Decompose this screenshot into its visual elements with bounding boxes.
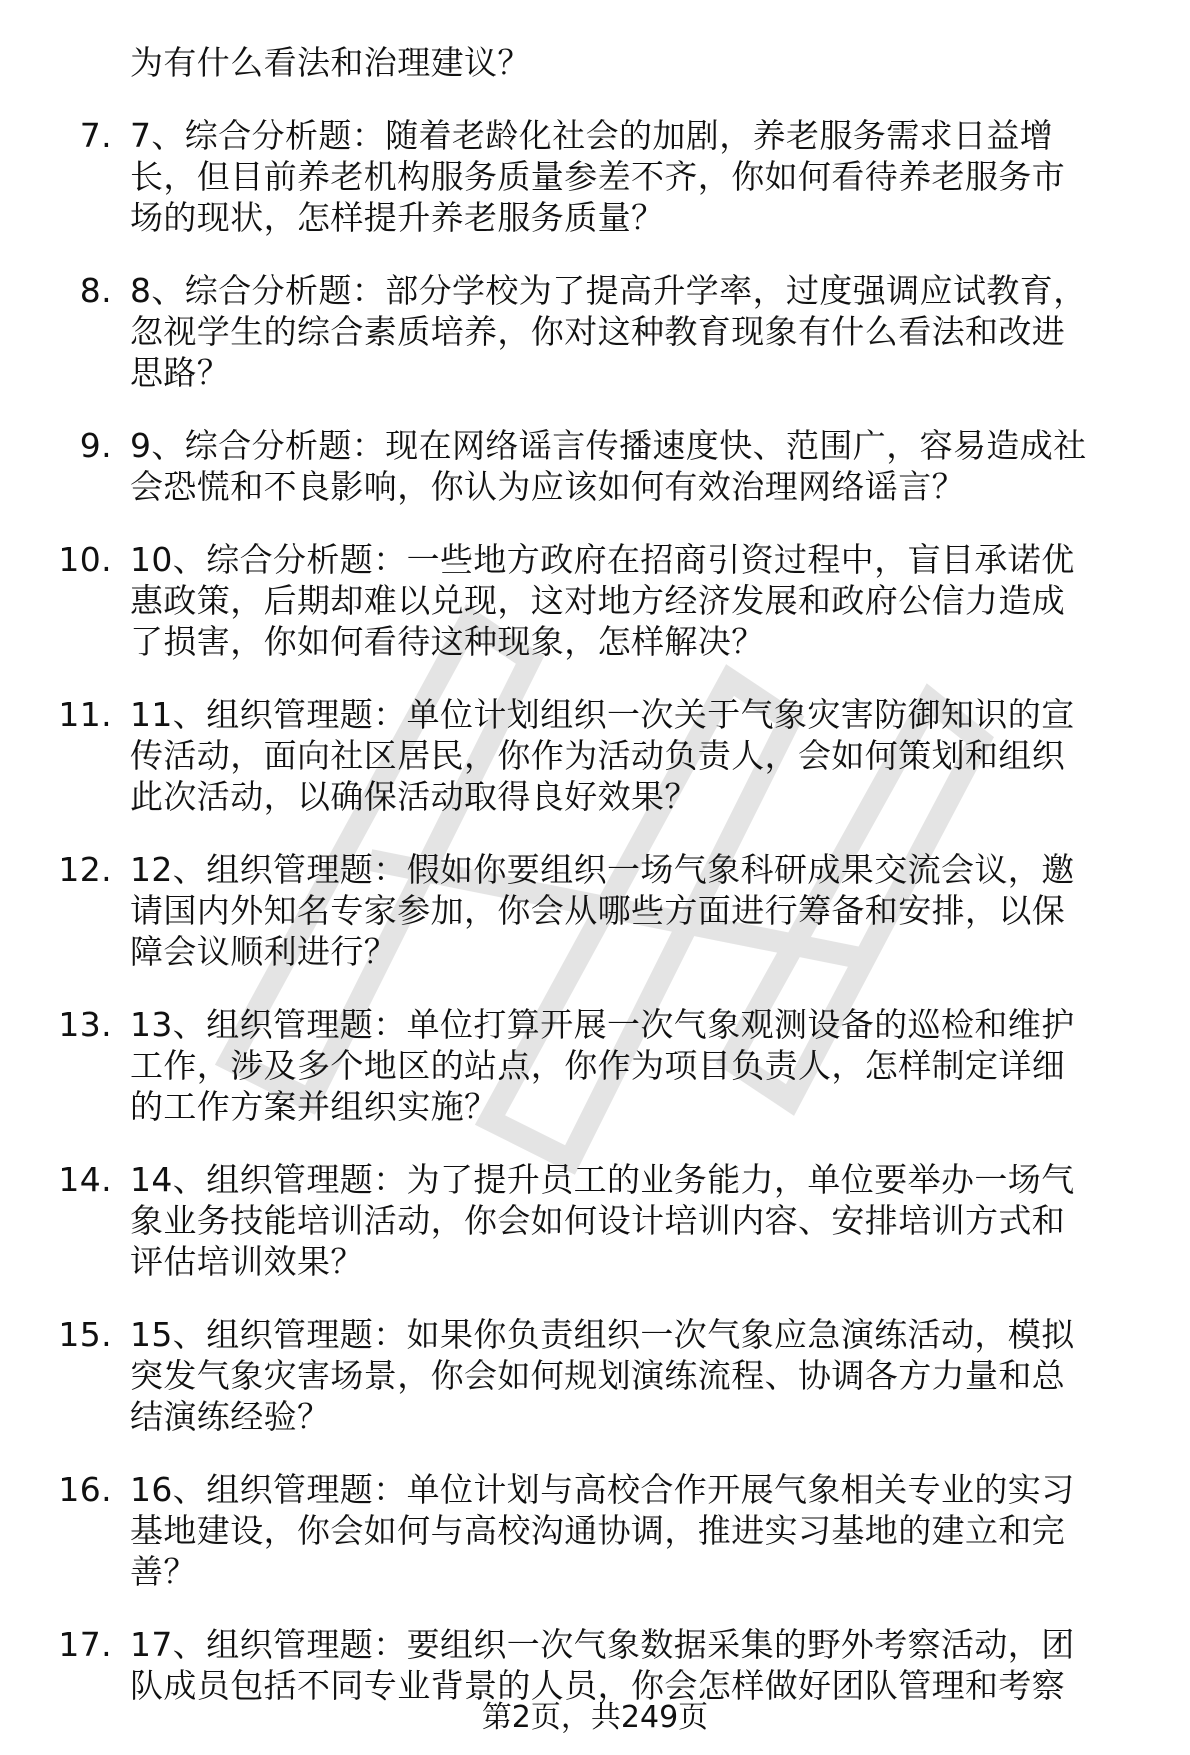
question-line: 结演练经验？ xyxy=(130,1397,331,1436)
question-line: 场的现状，怎样提升养老服务质量？ xyxy=(130,198,665,237)
question-number: 9. xyxy=(79,426,112,465)
question-list xyxy=(0,42,1190,1738)
question-item-9 xyxy=(0,425,1190,507)
question-item-10 xyxy=(0,539,1190,662)
question-line: 象业务技能培训活动，你会如何设计培训内容、安排培训方式和 xyxy=(130,1201,1066,1240)
question-line: 13、组织管理题：单位打算开展一次气象观测设备的巡检和维护 xyxy=(130,1005,1075,1044)
question-number: 16. xyxy=(58,1470,112,1509)
page-number-footer: 第2页，共249页 xyxy=(481,1700,709,1735)
question-line: 17、组织管理题：要组织一次气象数据采集的野外考察活动，团 xyxy=(130,1625,1075,1664)
question-item-11 xyxy=(0,694,1190,817)
question-line: 会恐慌和不良影响，你认为应该如何有效治理网络谣言？ xyxy=(130,467,965,506)
question-number: 11. xyxy=(58,695,112,734)
continued-question xyxy=(0,42,1190,83)
question-line: 请国内外知名专家参加，你会从哪些方面进行筹备和安排，以保 xyxy=(130,891,1066,930)
question-line: 10、综合分析题：一些地方政府在招商引资过程中，盲目承诺优 xyxy=(130,540,1075,579)
question-number: 14. xyxy=(58,1160,112,1199)
question-line: 工作，涉及多个地区的站点，你作为项目负责人，怎样制定详细 xyxy=(130,1046,1066,1085)
question-line: 15、组织管理题：如果你负责组织一次气象应急演练活动，模拟 xyxy=(130,1315,1075,1354)
question-line: 16、组织管理题：单位计划与高校合作开展气象相关专业的实习 xyxy=(130,1470,1075,1509)
question-item-7 xyxy=(0,115,1190,238)
question-line: 14、组织管理题：为了提升员工的业务能力，单位要举办一场气 xyxy=(130,1160,1075,1199)
question-line: 基地建设，你会如何与高校沟通协调，推进实习基地的建立和完 xyxy=(130,1511,1066,1550)
question-line: 12、组织管理题：假如你要组织一场气象科研成果交流会议，邀 xyxy=(130,850,1075,889)
question-line: 为有什么看法和治理建议？ xyxy=(130,43,531,82)
question-number: 7. xyxy=(79,116,112,155)
question-item-15 xyxy=(0,1314,1190,1437)
question-item-17 xyxy=(0,1624,1190,1706)
question-line: 评估培训效果？ xyxy=(130,1242,364,1281)
question-item-14 xyxy=(0,1159,1190,1282)
question-line: 了损害，你如何看待这种现象，怎样解决？ xyxy=(130,622,765,661)
question-item-8 xyxy=(0,270,1190,393)
question-line: 善？ xyxy=(130,1552,197,1591)
question-line: 的工作方案并组织实施？ xyxy=(130,1087,498,1126)
question-line: 思路？ xyxy=(130,353,231,392)
question-number: 15. xyxy=(58,1315,112,1354)
question-line: 传活动，面向社区居民，你作为活动负责人，会如何策划和组织 xyxy=(130,736,1066,775)
question-line: 突发气象灾害场景，你会如何规划演练流程、协调各方力量和总 xyxy=(130,1356,1066,1395)
question-line: 障会议顺利进行？ xyxy=(130,932,398,971)
question-line: 此次活动，以确保活动取得良好效果？ xyxy=(130,777,698,816)
question-line: 忽视学生的综合素质培养，你对这种教育现象有什么看法和改进 xyxy=(130,312,1066,351)
question-line: 11、组织管理题：单位计划组织一次关于气象灾害防御知识的宣 xyxy=(130,695,1075,734)
question-line: 9、综合分析题：现在网络谣言传播速度快、范围广，容易造成社 xyxy=(130,426,1087,465)
question-line: 8、综合分析题：部分学校为了提高升学率，过度强调应试教育， xyxy=(130,271,1087,310)
question-item-12 xyxy=(0,849,1190,972)
question-number: 13. xyxy=(58,1005,112,1044)
question-number: 8. xyxy=(79,271,112,310)
question-line: 长，但目前养老机构服务质量参差不齐，你如何看待养老服务市 xyxy=(130,157,1066,196)
question-item-13 xyxy=(0,1004,1190,1127)
question-line: 7、综合分析题：随着老龄化社会的加剧，养老服务需求日益增 xyxy=(130,116,1054,155)
question-number: 17. xyxy=(58,1625,112,1664)
question-number: 12. xyxy=(58,850,112,889)
question-line: 惠政策，后期却难以兑现，这对地方经济发展和政府公信力造成 xyxy=(130,581,1066,620)
question-number: 10. xyxy=(58,540,112,579)
question-item-16 xyxy=(0,1469,1190,1592)
question-line: 队成员包括不同专业背景的人员，你会怎样做好团队管理和考察 xyxy=(130,1666,1066,1705)
